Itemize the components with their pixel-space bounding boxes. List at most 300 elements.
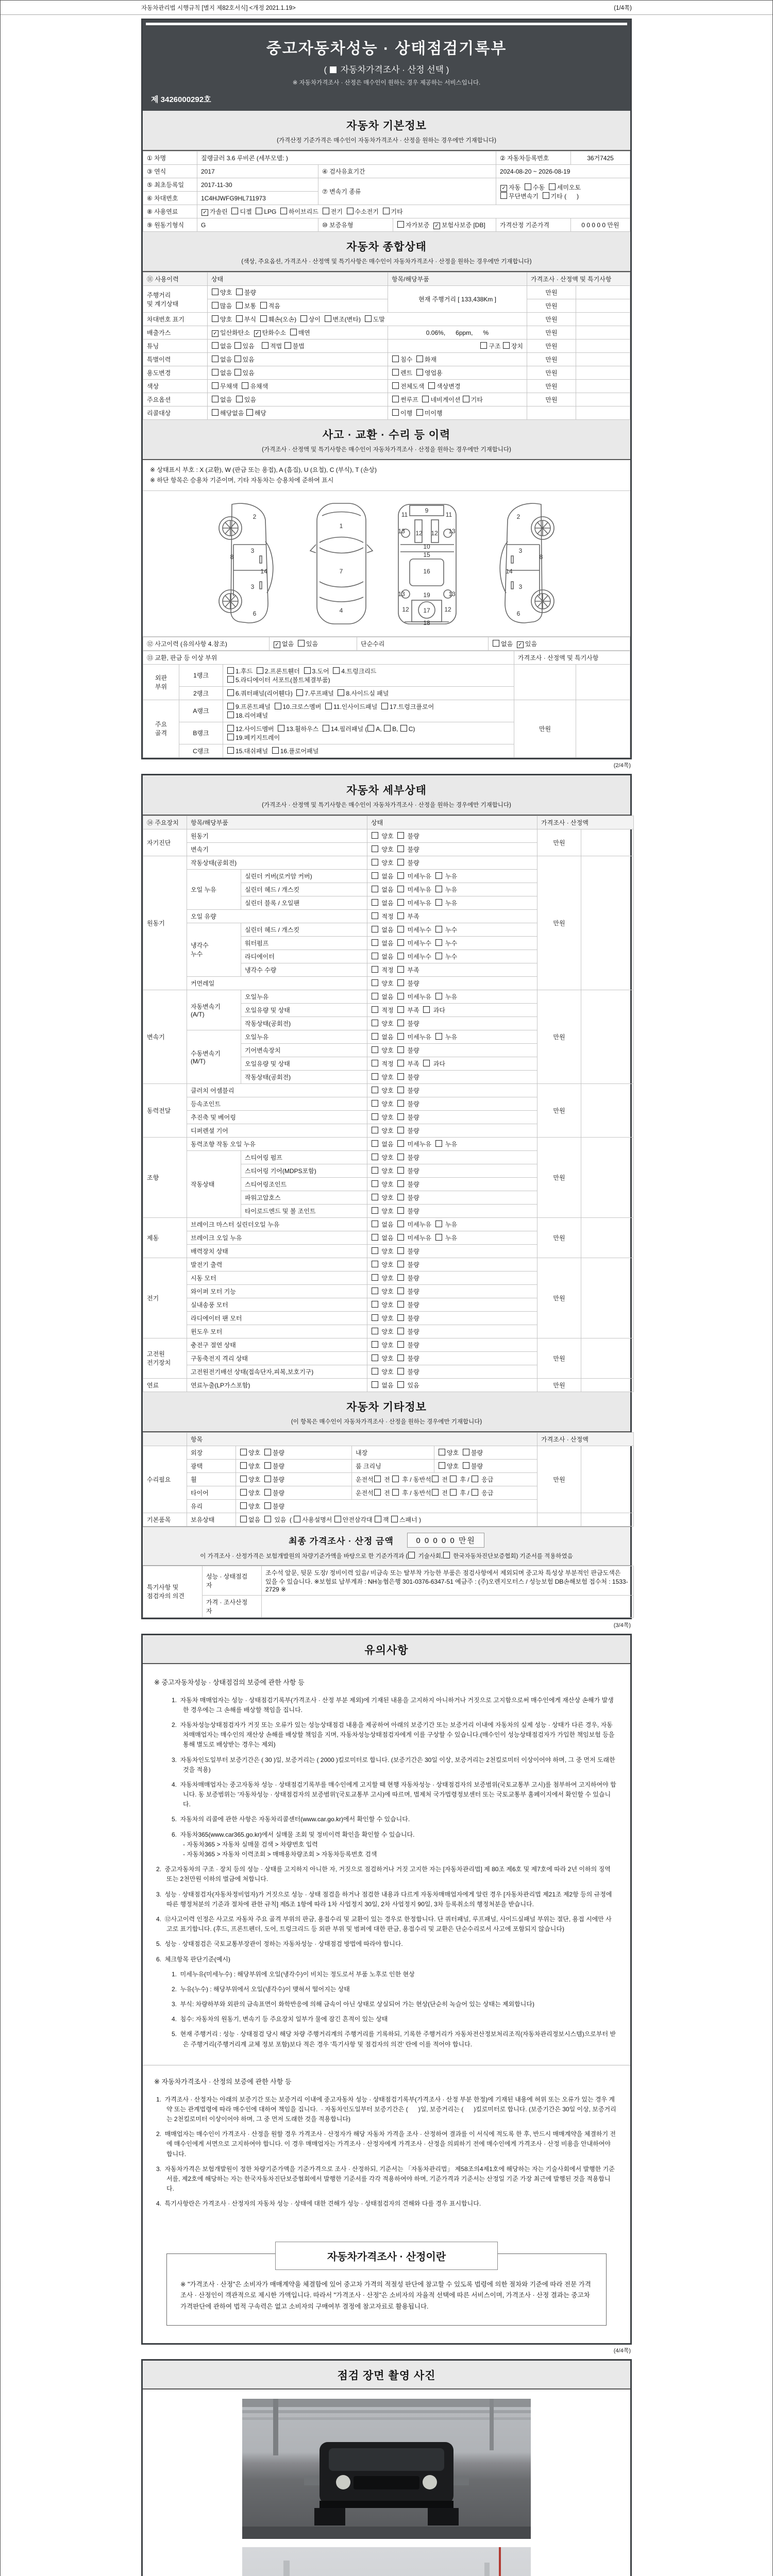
panel-number-label: 9 — [425, 506, 429, 514]
checkbox-unchecked[interactable] — [397, 1167, 404, 1174]
checkbox-unchecked[interactable] — [212, 396, 219, 402]
checkbox-unchecked[interactable] — [422, 396, 429, 402]
checkbox-unchecked[interactable] — [234, 369, 241, 376]
table-cell: 양호 불량 — [367, 1351, 537, 1365]
section-overall-header — [143, 232, 630, 272]
table-cell: G — [197, 218, 318, 232]
checkbox-unchecked[interactable] — [372, 1261, 378, 1267]
checkbox-unchecked[interactable] — [372, 845, 378, 852]
table-cell: ③ 연식 — [143, 165, 197, 178]
checkbox-unchecked[interactable] — [372, 832, 378, 839]
checkbox-unchecked[interactable] — [372, 979, 378, 986]
checkbox-unchecked[interactable] — [392, 1476, 399, 1482]
checkbox-unchecked[interactable] — [416, 409, 423, 416]
table-cell — [581, 1217, 634, 1258]
checkbox-unchecked[interactable] — [463, 1462, 469, 1469]
checkbox-unchecked[interactable] — [397, 1006, 404, 1013]
checkbox-unchecked[interactable] — [264, 1462, 271, 1469]
checkbox-unchecked[interactable] — [323, 725, 329, 732]
overall-state-table-grid — [143, 272, 630, 420]
checkbox-unchecked[interactable] — [227, 734, 234, 740]
checkbox-unchecked[interactable] — [372, 1194, 378, 1200]
table-cell: 수리필요 — [143, 1446, 187, 1513]
checkbox-unchecked[interactable] — [227, 725, 234, 732]
checkbox-unchecked[interactable] — [372, 1381, 378, 1388]
checkbox-unchecked[interactable] — [450, 1489, 457, 1496]
checkbox-unchecked[interactable] — [372, 926, 378, 933]
table-row — [143, 151, 630, 165]
checkbox-unchecked[interactable] — [212, 315, 219, 322]
checkbox-unchecked[interactable] — [304, 667, 311, 674]
checkbox-unchecked[interactable] — [397, 1234, 404, 1241]
panel-number-label: 14 — [506, 567, 513, 575]
checkbox-unchecked[interactable] — [381, 703, 388, 709]
checkbox-unchecked[interactable] — [493, 640, 499, 647]
checkbox-unchecked[interactable] — [397, 1194, 404, 1200]
checkbox-unchecked[interactable] — [227, 747, 234, 754]
table-cell: 양호 불량 — [236, 1486, 352, 1499]
page-2 — [141, 774, 632, 1619]
checkbox-unchecked[interactable] — [372, 899, 378, 906]
checkbox-unchecked[interactable] — [325, 703, 332, 709]
checkbox-unchecked[interactable] — [439, 1449, 445, 1455]
checkbox-unchecked[interactable] — [435, 872, 442, 879]
table-cell — [576, 326, 630, 340]
checkbox-checked[interactable]: ✓ — [500, 185, 507, 192]
table-cell: 없음 미세누수 누수 — [367, 936, 537, 950]
checkbox-unchecked[interactable] — [367, 725, 374, 732]
checkbox-unchecked[interactable] — [391, 1516, 398, 1522]
checkbox-unchecked[interactable] — [397, 1046, 404, 1053]
section-detail-title: 자동차 세부상태 — [346, 784, 427, 796]
checkbox-unchecked[interactable] — [275, 703, 281, 709]
checkbox-unchecked[interactable] — [372, 1020, 378, 1026]
checkbox-unchecked[interactable] — [372, 953, 378, 959]
table-cell: 양호 불량 — [367, 829, 537, 842]
checkbox-checked[interactable]: ✓ — [517, 641, 524, 648]
checkbox-unchecked[interactable] — [372, 993, 378, 999]
checkbox-unchecked[interactable] — [347, 208, 354, 214]
table-cell: 침수 화재 — [388, 353, 527, 366]
checkbox-unchecked[interactable] — [334, 1516, 341, 1522]
checkbox-unchecked[interactable] — [246, 409, 253, 416]
checkbox-unchecked[interactable] — [397, 859, 404, 866]
table-cell: 36거7425 — [571, 151, 630, 165]
checkbox-unchecked[interactable] — [435, 1221, 442, 1227]
checkbox-unchecked[interactable] — [236, 302, 243, 309]
checkbox-unchecked[interactable] — [212, 369, 219, 376]
checkbox-unchecked[interactable] — [416, 369, 423, 376]
table-cell — [576, 380, 630, 393]
checkbox-unchecked[interactable] — [397, 912, 404, 919]
checkbox-unchecked[interactable] — [423, 1060, 430, 1066]
table-row — [143, 637, 630, 650]
checkbox-unchecked[interactable] — [365, 315, 372, 322]
notice-item: 4. 침수: 자동차의 원동기, 변속기 등 주요장치 일부가 물에 잠긴 흔적이 있는 상태 — [172, 2015, 388, 2023]
notice-item: 4. 자동차매매업자는 중고자동차 성능 · 상태점검기록부를 매수인에게 고지할 때 현행 자동차성능 · 상태점검자의 보증범위(국토교통부 고시)를 첨부하여 고지하여야 합니다. 동 보증범위는 '자동차성능 · 상태점검자의 보증범위'(국토교통부 고시)에 따르며, 법제처 국가법령정보센터 또는 국토교통부 홈페이지에서 확인할 수 있습니다. — [172, 1781, 616, 1808]
table-cell: 전기 — [143, 1258, 187, 1338]
checkbox-unchecked[interactable] — [397, 1033, 404, 1040]
checkbox-checked[interactable]: ✓ — [274, 641, 280, 648]
checkbox-unchecked[interactable] — [234, 342, 241, 349]
checkbox-unchecked[interactable] — [372, 1287, 378, 1294]
checkbox-unchecked[interactable] — [392, 382, 399, 389]
checkbox-unchecked[interactable] — [325, 315, 331, 322]
checkbox-unchecked[interactable] — [397, 1100, 404, 1107]
checkbox-unchecked[interactable] — [372, 1314, 378, 1321]
checkbox-unchecked[interactable] — [372, 1087, 378, 1093]
table-cell: 양호 불량 — [367, 1244, 537, 1258]
table-cell: 1랭크 — [179, 664, 223, 686]
checkbox-unchecked[interactable] — [372, 1033, 378, 1040]
checkbox-unchecked[interactable] — [260, 315, 267, 322]
checkbox-unchecked[interactable] — [372, 1100, 378, 1107]
checkbox-unchecked[interactable] — [262, 342, 268, 349]
table-cell: 만원 — [537, 1217, 581, 1258]
page-marker-3: (3/4쪽) — [613, 1622, 631, 1629]
checkbox-unchecked[interactable] — [397, 1287, 404, 1294]
checkbox-unchecked[interactable] — [284, 342, 291, 349]
table-cell: ⑭ 주요장치 — [143, 816, 187, 829]
checkbox-unchecked[interactable] — [397, 979, 404, 986]
checkbox-unchecked[interactable] — [463, 396, 469, 402]
checkbox-unchecked[interactable] — [234, 355, 241, 362]
table-cell — [576, 406, 630, 420]
checkbox-unchecked[interactable] — [435, 953, 442, 959]
checkbox-unchecked[interactable] — [435, 1033, 442, 1040]
checkbox-unchecked[interactable] — [212, 382, 219, 389]
table-row — [143, 1513, 634, 1526]
checkbox-unchecked[interactable] — [397, 1113, 404, 1120]
checkbox-unchecked[interactable] — [397, 1221, 404, 1227]
checkbox-unchecked[interactable] — [428, 382, 435, 389]
table-cell: 해당없음 해당 — [208, 406, 388, 420]
checkbox-unchecked[interactable] — [397, 1368, 404, 1375]
table-cell: 없음 있음 ( 사용설명서 안전삼각대 잭 스패너 ) — [236, 1513, 537, 1526]
checkbox-unchecked[interactable] — [300, 315, 307, 322]
checkbox-unchecked[interactable] — [435, 1234, 442, 1241]
checkbox-unchecked[interactable] — [397, 845, 404, 852]
table-cell: 광택 — [187, 1459, 236, 1472]
checkbox-unchecked[interactable] — [397, 1127, 404, 1133]
checkbox-unchecked[interactable] — [240, 1476, 247, 1482]
checkbox-unchecked[interactable] — [240, 1449, 247, 1455]
checkbox-unchecked[interactable] — [236, 396, 243, 402]
checkbox-unchecked[interactable] — [372, 1368, 378, 1375]
checkbox-unchecked[interactable] — [432, 1489, 439, 1496]
checkbox-unchecked[interactable] — [372, 1354, 378, 1361]
section-overall-sub: (색상, 주요옵션, 가격조사 · 산정액 및 특기사항은 매수인이 자동차가격조사 · 산정을 원하는 경우에만 기재합니다) — [241, 259, 532, 265]
table-cell: 양호 불량 — [367, 1298, 537, 1311]
checkbox-unchecked[interactable] — [240, 1462, 247, 1469]
checkbox-unchecked[interactable] — [372, 1060, 378, 1066]
checkbox-unchecked[interactable] — [298, 640, 305, 647]
checkbox-unchecked[interactable] — [397, 1301, 404, 1308]
checkbox-unchecked[interactable] — [372, 1113, 378, 1120]
checkbox-unchecked[interactable] — [227, 703, 234, 709]
checkbox-unchecked[interactable] — [397, 1341, 404, 1348]
checkbox-unchecked[interactable] — [372, 1207, 378, 1214]
checkbox-unchecked[interactable] — [372, 1140, 378, 1147]
checkbox-unchecked[interactable] — [374, 1489, 381, 1496]
checkbox-unchecked[interactable] — [372, 1046, 378, 1053]
section-other-header — [143, 1392, 630, 1432]
checkbox-unchecked[interactable] — [256, 208, 262, 214]
table-cell — [576, 664, 630, 700]
table-cell: 가격조사 · 산정액 및 특기사항 — [527, 273, 630, 286]
checkbox-unchecked[interactable] — [372, 1341, 378, 1348]
notice-item: 5. 자동차의 리콜에 관한 사항은 자동차리콜센터(www.car.go.kr)에서 확인할 수 있습니다. — [172, 1816, 410, 1823]
section-notice-header — [143, 1635, 630, 1664]
table-row — [143, 353, 630, 366]
checkbox-unchecked[interactable] — [397, 1274, 404, 1281]
checkbox-unchecked[interactable] — [227, 711, 234, 718]
checkbox-unchecked[interactable] — [260, 302, 267, 309]
checkbox-unchecked[interactable] — [296, 689, 303, 696]
checkbox-unchecked[interactable] — [372, 872, 378, 879]
table-cell: 원동기 — [143, 856, 187, 990]
checkbox-unchecked[interactable] — [397, 872, 404, 879]
checkbox-unchecked[interactable] — [372, 1154, 378, 1160]
checkbox-unchecked[interactable] — [236, 315, 243, 322]
table-cell: C랭크 — [179, 744, 223, 757]
checkbox-unchecked[interactable] — [212, 302, 219, 309]
checkbox-unchecked[interactable] — [323, 208, 329, 214]
checkbox-unchecked[interactable] — [397, 1073, 404, 1080]
checkbox-unchecked[interactable] — [503, 342, 510, 349]
checkbox-unchecked[interactable] — [472, 1476, 478, 1482]
checkbox-unchecked[interactable] — [397, 1354, 404, 1361]
table-cell — [581, 856, 634, 990]
checkbox-unchecked[interactable] — [432, 1476, 439, 1482]
table-cell: 없음 있음 적법 불법 — [208, 340, 388, 353]
checkbox-checked[interactable]: ✓ — [254, 330, 261, 337]
checkbox-unchecked[interactable] — [435, 1140, 442, 1147]
table-cell: 작동상태 — [187, 1150, 241, 1217]
table-row — [143, 1566, 634, 1595]
checkbox-unchecked[interactable] — [272, 747, 279, 754]
checkbox-unchecked[interactable] — [212, 355, 219, 362]
table-cell: 이행 미이행 — [388, 406, 527, 420]
table-cell: 구동축전지 격리 상태 — [187, 1351, 367, 1365]
checkbox-unchecked[interactable] — [400, 725, 407, 732]
checkbox-unchecked[interactable] — [397, 1060, 404, 1066]
table-row — [143, 856, 634, 869]
checkbox-unchecked[interactable] — [264, 1516, 271, 1522]
checkbox-unchecked[interactable] — [435, 926, 442, 933]
checkbox-unchecked[interactable] — [242, 382, 248, 389]
notice-item: 5. 성능 · 상태점검은 국토교통부장관이 정하는 자동차성능 · 상태점검 방법에 따라야 합니다. — [156, 1940, 403, 1948]
checkbox-unchecked[interactable] — [240, 1502, 247, 1509]
checkbox-checked[interactable]: ✓ — [212, 330, 219, 337]
table-cell: 없음 있음 — [208, 393, 388, 406]
checkbox-unchecked[interactable] — [372, 859, 378, 866]
checkbox-unchecked[interactable] — [480, 342, 487, 349]
table-row — [143, 340, 630, 353]
checkbox-unchecked[interactable] — [397, 953, 404, 959]
checkbox-checked[interactable]: ✓ — [201, 209, 208, 216]
checkbox-unchecked[interactable] — [435, 899, 442, 906]
about-pricing-box — [166, 2253, 607, 2326]
table-cell: 항목/해당부품 — [388, 273, 527, 286]
checkbox-unchecked[interactable] — [375, 1516, 381, 1522]
table-cell: 6.쿼터패널(리어휀다) 7.루프패널 8.사이드실 패널 — [223, 686, 514, 700]
table-cell: 실린더 블록 / 오일팬 — [241, 896, 367, 909]
checkbox-unchecked[interactable] — [227, 689, 234, 696]
checkbox-unchecked[interactable] — [416, 355, 423, 362]
table-cell: 없음 미세누수 누수 — [367, 950, 537, 963]
checkbox-unchecked[interactable] — [236, 289, 243, 295]
table-cell: 동력조향 작동 오일 누유 — [187, 1137, 367, 1150]
checkbox-unchecked[interactable] — [500, 192, 507, 199]
checkbox-unchecked[interactable] — [264, 1476, 271, 1482]
checkbox-unchecked[interactable] — [397, 221, 404, 228]
checkbox-unchecked[interactable] — [397, 1180, 404, 1187]
checkbox-unchecked[interactable] — [383, 208, 390, 214]
checkbox-unchecked[interactable] — [290, 329, 297, 335]
checkbox-unchecked[interactable] — [397, 886, 404, 892]
panel-number-label: 2 — [516, 513, 520, 520]
table-cell: 없음 미세누유 누유 — [367, 883, 537, 896]
checkbox-unchecked[interactable] — [384, 725, 391, 732]
table-cell: 만원 — [537, 856, 581, 990]
checkbox-unchecked[interactable] — [439, 1462, 445, 1469]
table-cell: 없음 있음 — [208, 366, 388, 380]
checkbox-unchecked[interactable] — [397, 1247, 404, 1254]
checkbox-unchecked[interactable] — [397, 993, 404, 999]
checkbox-unchecked[interactable] — [372, 1127, 378, 1133]
panel-number-label: 13 — [398, 527, 405, 535]
table-row — [143, 313, 630, 326]
notice-item: 5. 현재 주행거리 : 성능 · 상태점검 당시 해당 차량 주행거리계의 주행거리를 기록하되, 기록한 주행거리가 자동차전산정보처리조직(자동차관리정보시스템)으로부터 받은 주행거리(주행거리계 교체 정보 포함)보다 적은 경우 '특기사항 및 점검자의 의견' 란에 이를 적어야 합니다. — [172, 2030, 616, 2048]
table-cell: ⑧ 사용연료 — [143, 205, 197, 218]
checkbox-unchecked[interactable] — [472, 1489, 478, 1496]
checkbox-unchecked[interactable] — [397, 1207, 404, 1214]
page-marker-2: (2/4쪽) — [613, 762, 631, 769]
checkbox-unchecked[interactable] — [435, 993, 442, 999]
checkbox-unchecked[interactable] — [549, 183, 556, 190]
checkbox-unchecked[interactable] — [231, 208, 238, 214]
checkbox-unchecked[interactable] — [397, 1020, 404, 1026]
checkbox-unchecked[interactable] — [372, 886, 378, 892]
table-cell: 없음 미세누유 누유 — [367, 896, 537, 909]
checkbox-unchecked[interactable] — [212, 342, 219, 349]
checkbox-unchecked[interactable] — [397, 939, 404, 946]
table-cell: 커먼레일 — [187, 976, 367, 990]
checkbox-unchecked[interactable] — [397, 899, 404, 906]
table-cell: 운전석 전 후 / 동반석 전 후 / 응급 — [352, 1486, 537, 1499]
checkbox-unchecked[interactable] — [372, 1247, 378, 1254]
checkbox-unchecked[interactable] — [397, 1154, 404, 1160]
table-cell: 양호 불량 — [367, 1365, 537, 1378]
checkbox-unchecked[interactable] — [463, 1449, 469, 1455]
checkbox-unchecked[interactable] — [264, 1489, 271, 1496]
checkbox-unchecked[interactable] — [338, 689, 344, 696]
checkbox-unchecked[interactable] — [372, 1274, 378, 1281]
checkbox-unchecked[interactable] — [227, 667, 234, 674]
checkbox-unchecked[interactable] — [372, 1234, 378, 1241]
checkbox-unchecked[interactable] — [443, 1552, 450, 1558]
checkbox-unchecked[interactable] — [397, 1261, 404, 1267]
checkbox-unchecked[interactable] — [372, 1167, 378, 1174]
checkbox-unchecked[interactable] — [397, 1381, 404, 1388]
table-cell: 만원 — [527, 353, 576, 366]
checkbox-unchecked[interactable] — [257, 667, 263, 674]
table-cell: 차대번호 표기 — [143, 313, 208, 326]
checkbox-unchecked[interactable] — [278, 725, 284, 732]
checkbox-unchecked[interactable] — [423, 1006, 430, 1013]
table-row — [143, 1217, 634, 1231]
checkbox-unchecked[interactable] — [372, 1180, 378, 1187]
checkbox-unchecked[interactable] — [525, 183, 531, 190]
checkbox-unchecked[interactable] — [397, 1314, 404, 1321]
checkbox-unchecked[interactable] — [372, 1328, 378, 1334]
table-cell: 양호 불량 — [434, 1446, 537, 1459]
checkbox-unchecked[interactable] — [435, 939, 442, 946]
checkbox-unchecked[interactable] — [372, 912, 378, 919]
checkbox-unchecked[interactable] — [543, 192, 549, 199]
checkbox-unchecked[interactable] — [372, 966, 378, 973]
checkbox-unchecked[interactable] — [397, 1328, 404, 1334]
photo-rear-illustration — [242, 2547, 531, 2576]
table-cell: 라디에이터 — [241, 950, 367, 963]
page-3 — [141, 1634, 632, 2345]
checkbox-unchecked[interactable] — [280, 208, 287, 214]
checkbox-unchecked[interactable] — [392, 409, 399, 416]
checkbox-unchecked[interactable] — [372, 1073, 378, 1080]
panel-number-label: 11 — [401, 511, 408, 518]
checkbox-unchecked[interactable] — [374, 1476, 381, 1482]
checkbox-unchecked[interactable] — [240, 1516, 247, 1522]
checkbox-unchecked[interactable] — [435, 886, 442, 892]
table-cell: 가격조사 · 산정액 및 특기사항 — [514, 651, 630, 664]
checkbox-unchecked[interactable] — [397, 966, 404, 973]
checkbox-unchecked[interactable] — [227, 676, 234, 683]
checkbox-unchecked[interactable] — [397, 832, 404, 839]
checkbox-unchecked[interactable] — [392, 1489, 399, 1496]
checkbox-unchecked[interactable] — [212, 409, 219, 416]
checkbox-unchecked[interactable] — [450, 1476, 457, 1482]
table-cell: 2017-11-30 — [197, 178, 318, 192]
checkbox-unchecked[interactable] — [397, 926, 404, 933]
table-cell: 수동변속기 (M/T) — [187, 1030, 241, 1083]
checkbox-unchecked[interactable] — [264, 1502, 271, 1509]
checkbox-unchecked[interactable] — [392, 396, 399, 402]
checkbox-unchecked[interactable] — [408, 1552, 415, 1558]
checkbox-unchecked[interactable] — [392, 355, 399, 362]
checkbox-unchecked[interactable] — [372, 1301, 378, 1308]
checkbox-unchecked[interactable] — [372, 939, 378, 946]
table-cell: 양호 불량 — [367, 1191, 537, 1204]
table-cell: 적정 부족 과다 — [367, 1057, 537, 1070]
checkbox-unchecked[interactable] — [397, 1087, 404, 1093]
checkbox-unchecked[interactable] — [294, 1516, 300, 1522]
checkbox-unchecked[interactable] — [264, 1449, 271, 1455]
panel-rank-table-grid — [143, 651, 630, 758]
table-cell — [576, 286, 630, 299]
checkbox-unchecked[interactable] — [240, 1489, 247, 1496]
checkbox-unchecked[interactable] — [397, 1140, 404, 1147]
checkbox-unchecked[interactable] — [392, 369, 399, 376]
checkbox-unchecked[interactable] — [372, 1006, 378, 1013]
panel-number-label: 11 — [445, 511, 452, 518]
checkbox-checked[interactable]: ✓ — [433, 223, 440, 229]
checkbox-unchecked[interactable] — [212, 289, 219, 295]
checkbox-unchecked[interactable] — [333, 667, 340, 674]
table-cell: 동력전달 — [143, 1083, 187, 1137]
final-price-amount: 0 0 0 0 0 만원 — [407, 1533, 484, 1548]
checkbox-unchecked[interactable] — [372, 1221, 378, 1227]
